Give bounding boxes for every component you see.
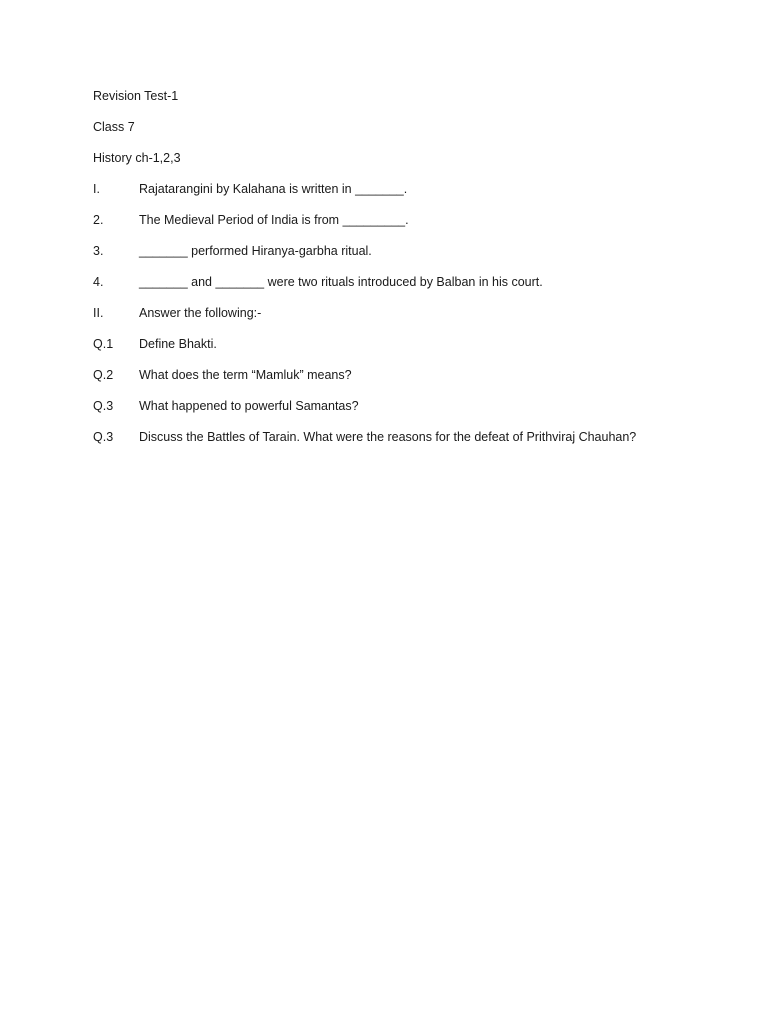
item-text: _______ and _______ were two rituals introduced by Balban in his court. [139, 275, 543, 289]
question-item [93, 366, 733, 397]
item-number: Q.3 [93, 399, 114, 413]
item-text: The Medieval Period of India is from _________. [139, 213, 409, 227]
item-number: 2. [93, 213, 104, 227]
item-text: What does the term “Mamluk” means? [139, 368, 352, 382]
item-text: Answer the following:- [139, 306, 262, 320]
question-item [93, 242, 733, 273]
item-number: Q.3 [93, 430, 114, 444]
class-label: Class 7 [93, 120, 135, 134]
item-number: Q.2 [93, 368, 114, 382]
question-item [93, 180, 733, 211]
item-number: I. [93, 182, 100, 196]
item-number: Q.1 [93, 337, 114, 351]
item-number: 4. [93, 275, 104, 289]
item-text: Define Bhakti. [139, 337, 217, 351]
question-item [93, 211, 733, 242]
item-text: _______ performed Hiranya-garbha ritual. [139, 244, 372, 258]
question-item [93, 428, 733, 459]
item-number: 3. [93, 244, 104, 258]
test-title: Revision Test-1 [93, 89, 179, 103]
item-number: II. [93, 306, 104, 320]
question-item [93, 335, 733, 366]
item-text: What happened to powerful Samantas? [139, 399, 359, 413]
subject-label: History ch-1,2,3 [93, 151, 181, 165]
question-item [93, 273, 733, 304]
item-text: Discuss the Battles of Tarain. What were the reasons for the defeat of Prithviraj Chauhan? [139, 430, 637, 444]
question-item [93, 397, 733, 428]
section-heading [93, 304, 733, 335]
item-text: Rajatarangini by Kalahana is written in _______. [139, 182, 408, 196]
document-page [93, 87, 733, 459]
